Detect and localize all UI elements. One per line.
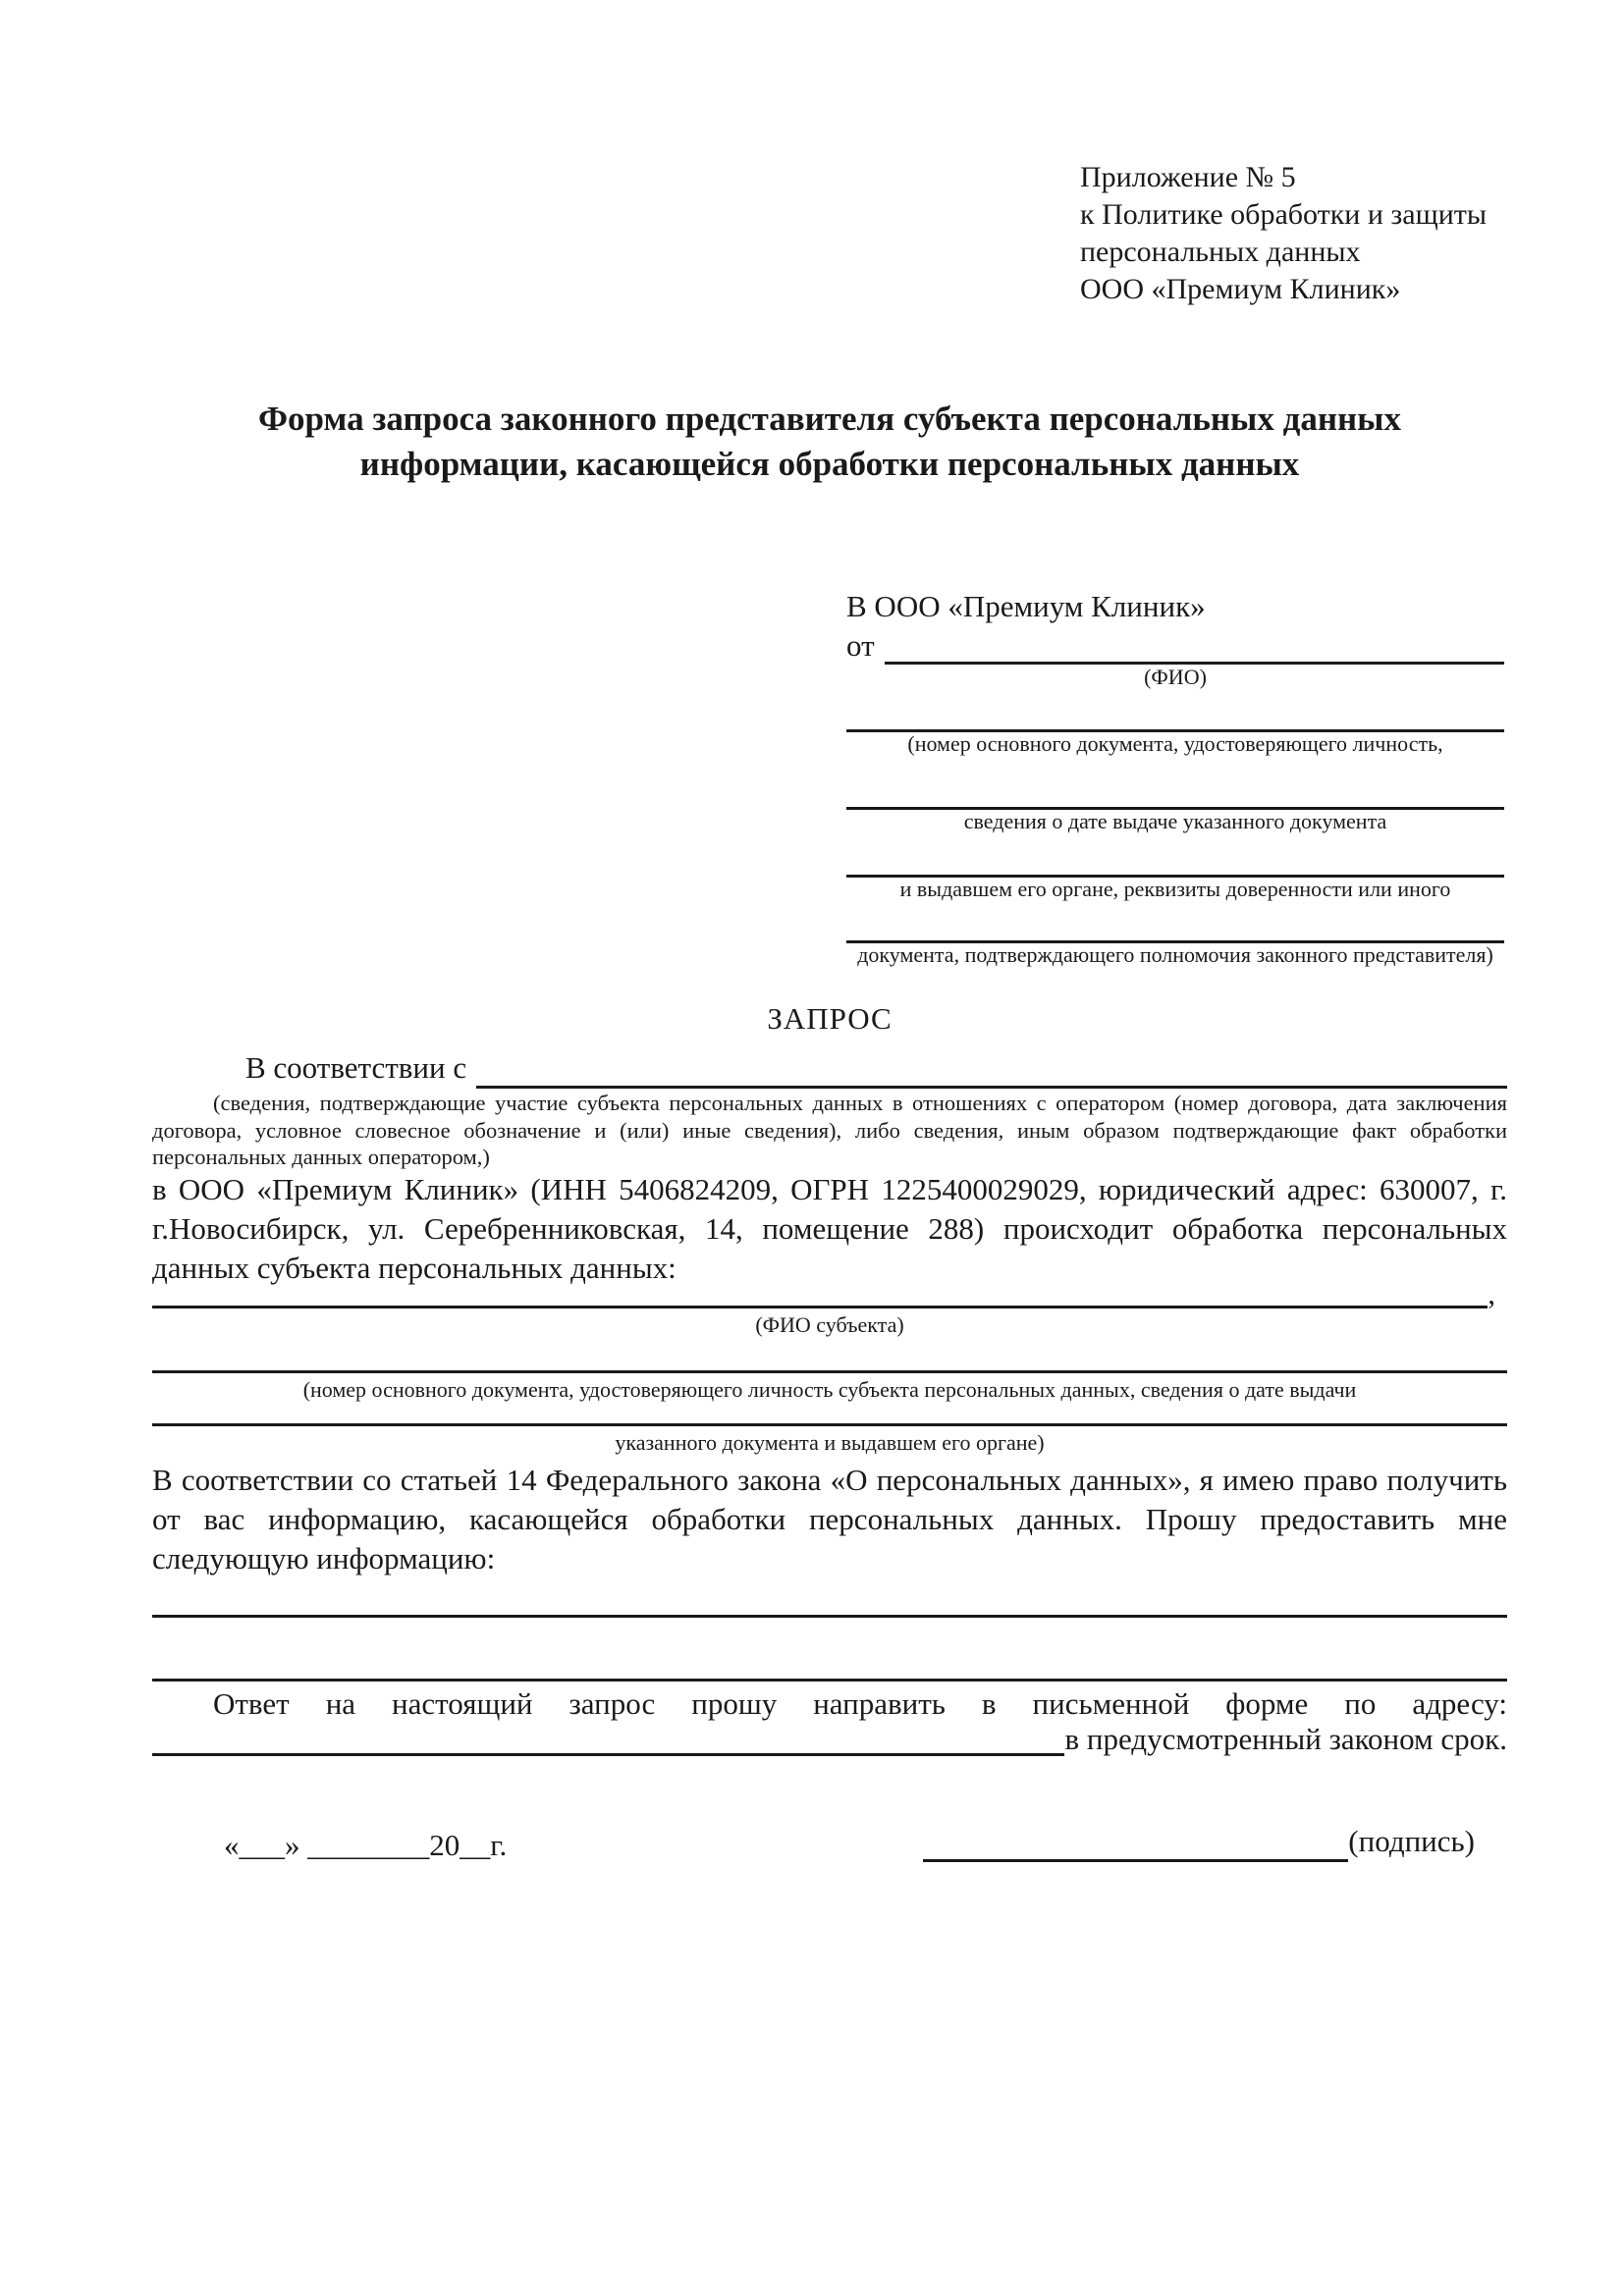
document-title <box>152 397 1507 487</box>
addressee-block <box>846 587 1504 967</box>
signature-row <box>923 1824 1475 1863</box>
representative-doc-fill-line-2 <box>846 756 1504 810</box>
annex-header <box>1080 159 1487 308</box>
paragraph-indent-spacer <box>152 1050 245 1090</box>
signature-caption: (подпись) <box>1348 1824 1475 1858</box>
subject-doc-fill-line-2 <box>152 1423 1507 1426</box>
reply-paragraph: Ответ на настоящий запрос прошу направить в письменной форме по адресу: <box>213 1686 1507 1721</box>
fio-caption: (ФИО) <box>1144 665 1207 689</box>
addressee-organization: В ООО «Премиум Клиник» <box>846 589 1206 623</box>
representative-fio-fill-line <box>885 626 1504 665</box>
reply-address-row <box>152 1722 1507 1757</box>
accordance-caption: (сведения, подтверждающие участие субъекта персональных данных в отношениях с оператором (номер договора, дата заключения договора, условное словесное обозначение и (или) иные сведения), либо сведения, иным образом подтверждающие факт обработки персональных данных оператором,) <box>152 1091 1507 1169</box>
subject-fio-caption: (ФИО субъекта) <box>755 1312 904 1337</box>
accordance-fill-line <box>476 1050 1507 1089</box>
request-heading: ЗАПРОС <box>767 1001 893 1036</box>
annex-line-4: ООО «Премиум Клиник» <box>1080 273 1401 305</box>
title-line-1: Форма запроса законного представителя субъекта персональных данных <box>258 400 1401 438</box>
representative-doc-caption-1: (номер основного документа, удостоверяющего личность, <box>907 731 1443 756</box>
accordance-row <box>152 1050 1507 1090</box>
representative-doc-caption-2: сведения о дате выдаче указанного документа <box>963 809 1387 833</box>
representative-doc-caption-4: документа, подтверждающего полномочия законного представителя) <box>857 942 1493 967</box>
from-label: от <box>846 628 875 663</box>
annex-line-3: персональных данных <box>1080 236 1361 268</box>
trailing-comma: , <box>1488 1276 1495 1310</box>
representative-doc-caption-3: и выдавшем его органе, реквизиты доверенности или иного <box>899 877 1451 901</box>
subject-doc-fill-line-1 <box>152 1370 1507 1373</box>
law-paragraph: В соответствии со статьей 14 Федерального закона «О персональных данных», я имею право получить от вас информацию, касающейся обработки персональных данных. Прошу предоставить мне следующую информацию: <box>152 1463 1507 1575</box>
requested-info-fill-line-1 <box>152 1615 1507 1618</box>
accordance-label: В соответствии с <box>245 1050 467 1085</box>
subject-doc-caption-1: (номер основного документа, удостоверяющего личность субъекта персональных данных, сведения о дате выдачи <box>302 1377 1357 1402</box>
subject-fio-fill-line <box>152 1276 1488 1308</box>
title-line-2: информации, касающейся обработки персональных данных <box>359 445 1300 483</box>
representative-doc-fill-line-1 <box>846 689 1504 732</box>
representative-doc-fill-line-4 <box>846 901 1504 943</box>
date-line: «___» ________20__г. <box>224 1828 508 1862</box>
operator-paragraph: в ООО «Премиум Клиник» (ИНН 5406824209, ОГРН 1225400029029, юридический адрес: 630007, г. г.Новосибирск, ул. Серебренниковская, 14, помещение 288) происходит обработка персональных данных субъекта персональных данных: <box>152 1172 1507 1285</box>
subject-doc-caption-2: указанного документа и выдавшем его органе) <box>615 1430 1045 1455</box>
annex-line-1: Приложение № 5 <box>1080 161 1296 193</box>
requested-info-fill-line-2 <box>152 1679 1507 1682</box>
subject-fio-row <box>152 1276 1495 1309</box>
representative-doc-fill-line-3 <box>846 833 1504 878</box>
reply-tail: в предусмотренный законом срок. <box>1064 1722 1507 1756</box>
reply-address-fill-line <box>152 1722 1064 1756</box>
annex-line-2: к Политике обработки и защиты <box>1080 198 1488 231</box>
from-row <box>846 626 1504 666</box>
signature-fill-line <box>923 1824 1348 1862</box>
